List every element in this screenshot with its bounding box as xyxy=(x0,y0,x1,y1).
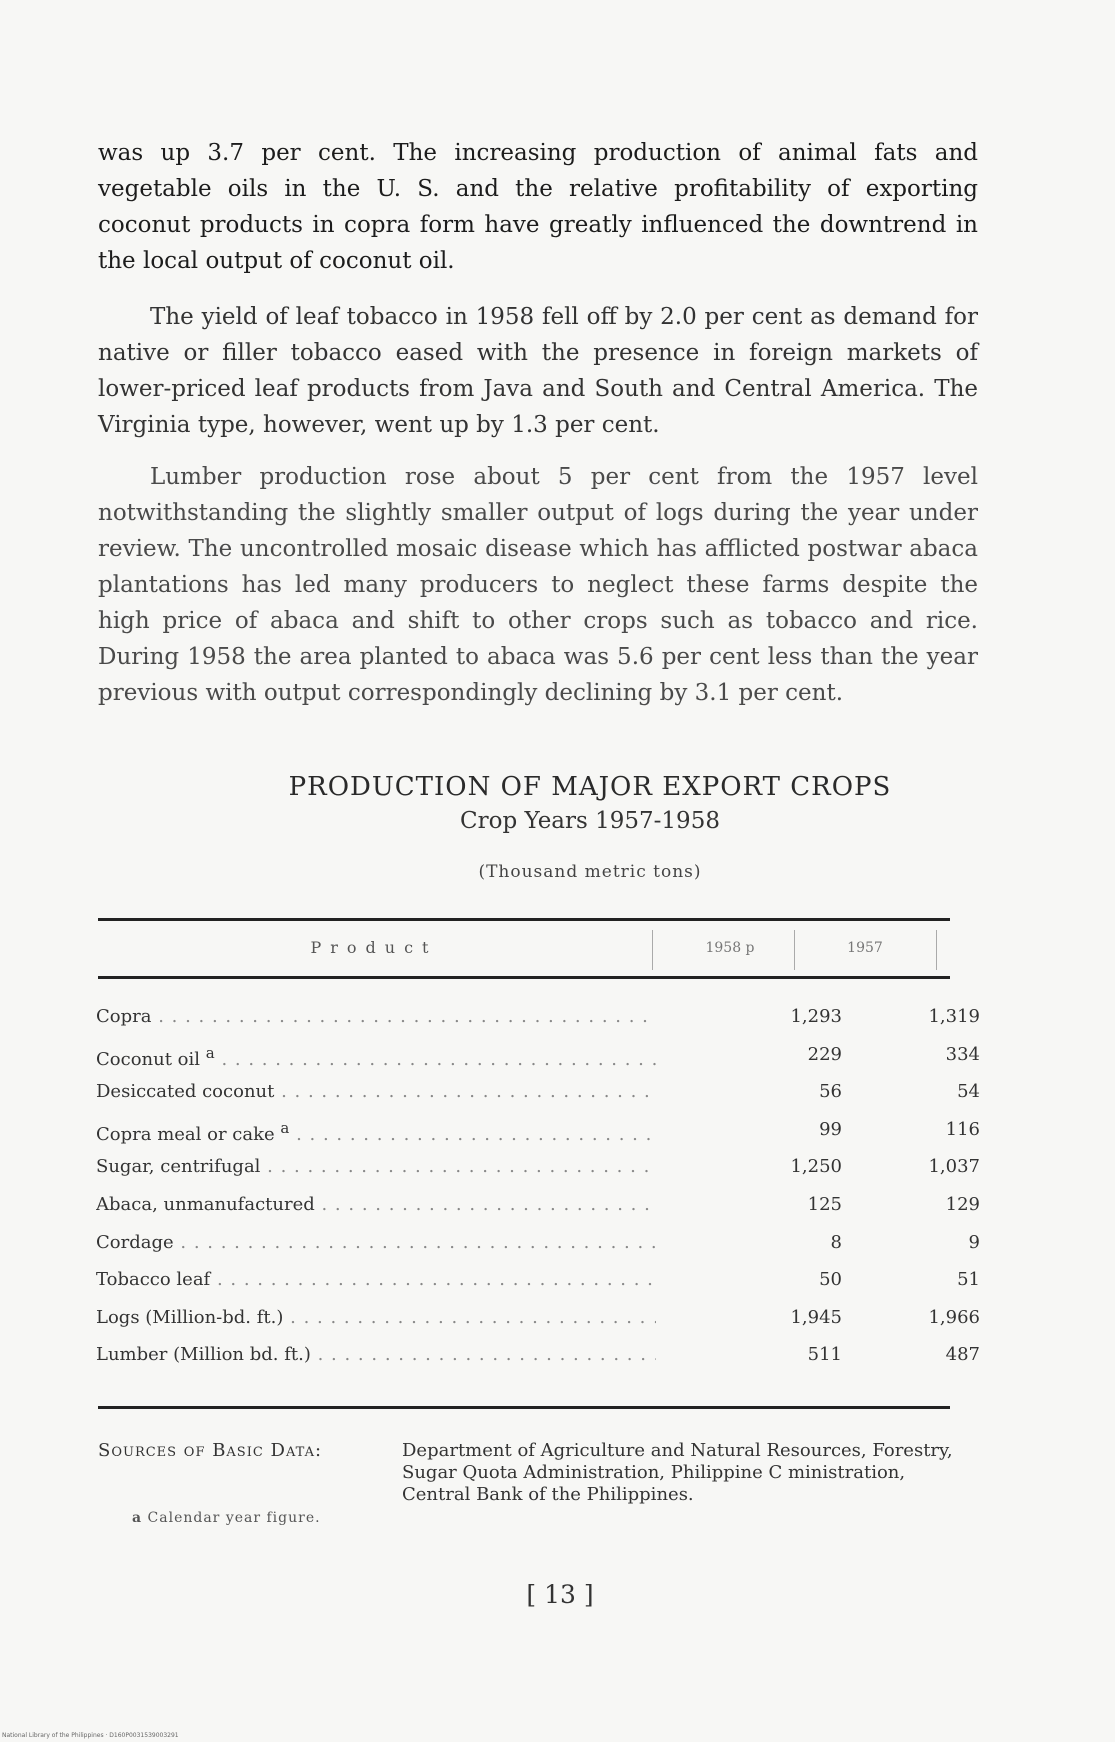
column-separator xyxy=(652,930,653,970)
row-value-1958: 99 xyxy=(819,1118,842,1140)
row-product: Sugar, centrifugal xyxy=(96,1156,261,1178)
table-row xyxy=(96,1040,980,1078)
row-product: Coconut oil xyxy=(96,1048,201,1070)
table-subtitle: Crop Years 1957-1958 xyxy=(460,808,720,834)
row-value-1958: 56 xyxy=(819,1081,842,1103)
table-row xyxy=(96,1228,980,1266)
table-row xyxy=(96,1265,980,1303)
header-product: Product xyxy=(310,938,438,957)
column-separator xyxy=(936,930,937,970)
footnote-text: Calendar year figure. xyxy=(147,1510,321,1526)
row-value-1958: 229 xyxy=(807,1043,842,1065)
table-row xyxy=(96,1002,980,1040)
table-row xyxy=(96,1115,980,1153)
row-value-1958: 1,250 xyxy=(790,1156,842,1178)
paragraph-1: was up 3.7 per cent. The increasing production of animal fats and vegetable oils in the U. S. and the relative profitability of exporting coconut products in copra form have greatly influenced the downtrend in the local output of coconut oil. xyxy=(98,140,978,274)
table-row xyxy=(96,1077,980,1115)
row-value-1957: 116 xyxy=(945,1118,980,1140)
row-value-1957: 9 xyxy=(968,1231,980,1253)
footnote-marker: a xyxy=(132,1510,143,1526)
row-value-1957: 334 xyxy=(945,1043,980,1065)
row-product: Desiccated coconut xyxy=(96,1081,275,1103)
footnote-mark: a xyxy=(205,1043,215,1062)
row-value-1958: 1,293 xyxy=(790,1006,842,1027)
table-row xyxy=(96,1340,980,1378)
table-row xyxy=(96,1152,980,1190)
row-product: Abaca, unmanufactured xyxy=(96,1193,315,1215)
row-value-1957: 487 xyxy=(945,1344,980,1366)
row-value-1958: 8 xyxy=(830,1231,842,1253)
row-product: Cordage xyxy=(96,1231,174,1253)
row-product: Copra meal or cake xyxy=(96,1123,275,1145)
footnote xyxy=(132,1510,321,1526)
sources-label: Sources of Basic Data: xyxy=(98,1440,323,1461)
row-product: Logs (Million-bd. ft.) xyxy=(96,1306,284,1328)
header-1957: 1957 xyxy=(847,940,883,956)
table-top-rule xyxy=(98,918,950,921)
footnote-mark: a xyxy=(280,1118,290,1137)
row-product: Lumber (Million bd. ft.) xyxy=(96,1344,311,1366)
table-bottom-rule xyxy=(98,1406,950,1409)
table-title: PRODUCTION OF MAJOR EXPORT CROPS xyxy=(288,772,892,802)
row-value-1957: 54 xyxy=(957,1081,980,1103)
row-value-1957: 1,037 xyxy=(928,1156,980,1178)
table-header-rule xyxy=(98,976,950,979)
row-value-1957: 51 xyxy=(957,1269,980,1291)
row-value-1957: 1,319 xyxy=(928,1006,980,1027)
row-value-1957: 1,966 xyxy=(928,1306,980,1328)
row-product: Copra xyxy=(96,1006,152,1027)
row-value-1958: 125 xyxy=(807,1193,842,1215)
sources-text: Department of Agriculture and Natural Resources, Forestry, Sugar Quota Administration, Philippine C ministration, Central Bank of the Philippines. xyxy=(402,1440,953,1505)
row-value-1958: 50 xyxy=(819,1269,842,1291)
header-1958: 1958 p xyxy=(705,940,755,956)
row-value-1958: 511 xyxy=(807,1344,842,1366)
column-separator xyxy=(794,930,795,970)
table-units: (Thousand metric tons) xyxy=(478,862,702,882)
table-row xyxy=(96,1190,980,1228)
row-value-1958: 1,945 xyxy=(790,1306,842,1328)
paragraph-3: Lumber production rose about 5 per cent from the 1957 level notwithstanding the slightly smaller output of logs during the year under review. The uncontrolled mosaic disease which has afflicted postwar abaca plantations has led many producers to neglect these farms despite the high price of abaca and shift to other crops such as tobacco and rice. During 1958 the area planted to abaca was 5.6 per cent less than the year previous with output correspondingly declining by 3.1 per cent. xyxy=(98,464,978,706)
table-body xyxy=(96,1002,980,1378)
row-product: Tobacco leaf xyxy=(96,1269,211,1291)
table-row xyxy=(96,1303,980,1341)
paragraph-2: The yield of leaf tobacco in 1958 fell off by 2.0 per cent as demand for native or filler tobacco eased with the presence in foreign markets of lower-priced leaf products from Java and South and Central America. The Virginia type, however, went up by 1.3 per cent. xyxy=(98,304,978,438)
library-stamp: National Library of the Philippines · D160P0031539003291 xyxy=(2,1732,179,1739)
row-value-1957: 129 xyxy=(945,1193,980,1215)
page-number: [ 13 ] xyxy=(526,1580,594,1609)
